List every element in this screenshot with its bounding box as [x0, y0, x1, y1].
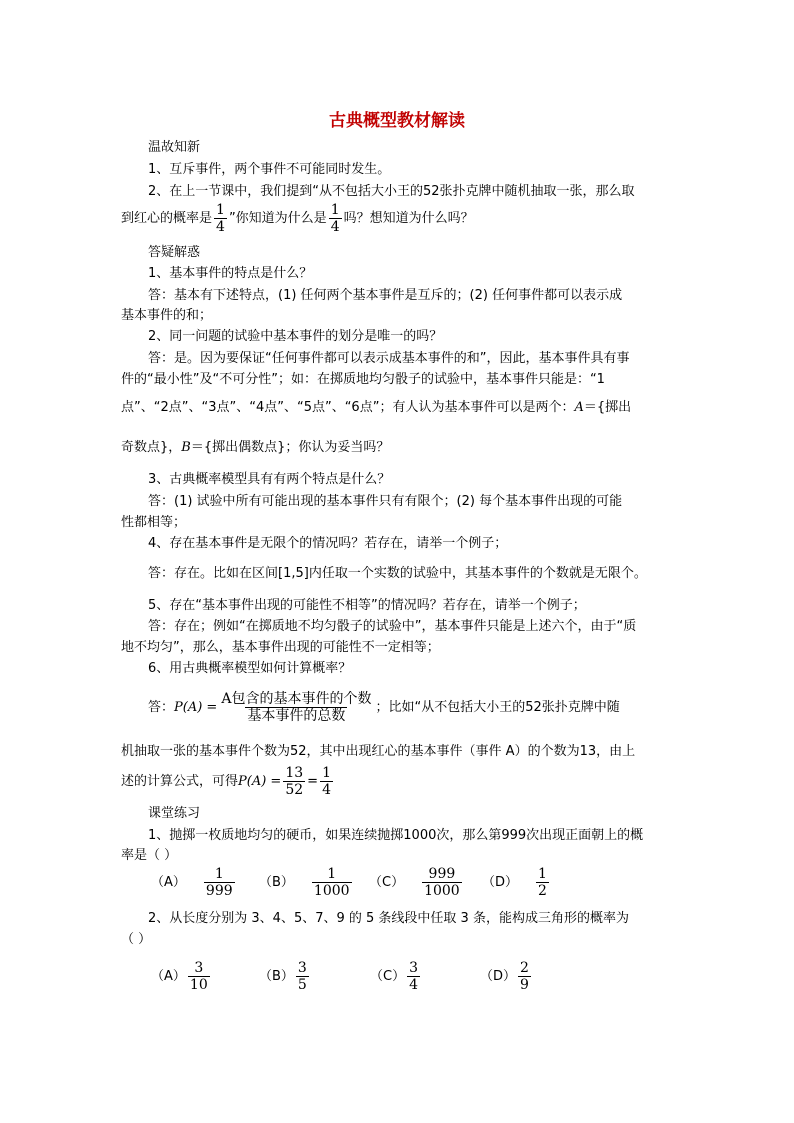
- option-label: （C）: [369, 875, 405, 890]
- text-segment: 答：: [148, 700, 175, 715]
- option-fraction: [312, 866, 352, 899]
- fraction-denominator: 4: [330, 219, 340, 235]
- question-2: 2、同一问题的试验中基本事件的划分是唯一的吗？: [148, 329, 443, 344]
- fraction-denominator: 4: [409, 977, 418, 993]
- fraction-denominator: 999: [205, 883, 233, 899]
- fraction-numerator: 1: [214, 866, 224, 882]
- fraction-denominator: 2: [538, 883, 547, 899]
- option-fraction: [204, 866, 235, 899]
- answer-2-line2: 件的“最小性”及“不可分性”；如：在掷质地均匀骰子的试验中，基本事件只能是：“1: [121, 372, 605, 387]
- answer-3-line2: 性都相等；: [121, 515, 187, 530]
- exercise-2-option-b: [259, 960, 311, 993]
- question-5: 5、存在“基本事件出现的可能性不相等”的情况吗？若存在，请举一个例子；: [148, 598, 586, 613]
- answer-2-line4: [121, 440, 389, 456]
- exercise-2-line1: 2、从长度分别为 3、4、5、7、9 的 5 条线段中任取 3 条，能构成三角形的概率为: [148, 911, 629, 926]
- fraction-denominator: 52: [285, 782, 304, 798]
- fraction-13-52: [283, 765, 305, 798]
- option-label: （B）: [259, 969, 294, 984]
- formula-lhs: P(A) =: [174, 700, 218, 715]
- fraction-numerator: 999: [428, 866, 456, 882]
- answer-6-line2: 机抽取一张的基本事件个数为52，其中出现红心的基本事件（事件 A）的个数为13，由上: [121, 744, 636, 759]
- exercise-2-line2: （ ）: [121, 932, 152, 947]
- text-segment: 点”、“2点”、“3点”、“4点”、“5点”、“6点”；有人认为基本事件可以是两个：: [121, 400, 575, 415]
- section-heading-practice: 课堂练习: [148, 806, 201, 821]
- answer-2-line3: [121, 400, 631, 416]
- question-3: 3、古典概率模型具有有两个特点是什么？: [148, 472, 391, 487]
- option-fraction: [536, 866, 549, 899]
- fraction-numerator: 2: [520, 960, 529, 976]
- probability-formula-fraction: [219, 691, 373, 724]
- fraction-numerator: 3: [194, 960, 204, 976]
- text-segment: 到红心的概率是: [121, 211, 213, 226]
- fraction-numerator: 1: [216, 202, 225, 218]
- section-heading-qa: 答疑解惑: [148, 245, 201, 260]
- fraction-denominator: 5: [297, 977, 307, 993]
- equals-sign: =: [307, 774, 319, 789]
- fraction-numerator: 13: [285, 765, 304, 781]
- answer-5-line1: 答：存在；例如“在掷质地不均匀骰子的试验中”，基本事件只能是上述六个，由于“质: [148, 619, 637, 634]
- math-symbol-b: B: [181, 440, 191, 455]
- answer-6-formula-line: [148, 690, 620, 726]
- fraction-denominator: 4: [322, 782, 331, 798]
- exercise-2-option-c: [370, 960, 422, 993]
- fraction-one-quarter: [329, 202, 342, 235]
- option-label: （D）: [480, 969, 517, 984]
- exercise-1-option-c: [369, 866, 464, 899]
- exercise-1-line1: 1、抛掷一枚质地均匀的硬币，如果连续抛掷1000次，那么第999次出现正面朝上的概: [148, 828, 644, 843]
- fraction-numerator: 3: [297, 960, 307, 976]
- option-label: （A）: [151, 875, 186, 890]
- fraction-denominator: 10: [189, 977, 208, 993]
- answer-6-line3: [121, 764, 335, 800]
- fraction-one-quarter: [214, 202, 227, 235]
- option-label: （C）: [370, 969, 406, 984]
- option-label: （D）: [482, 875, 519, 890]
- fraction-numerator: A包含的基本事件的个数: [221, 691, 372, 707]
- text-segment: ；比如“从不包括大小王的52张扑克牌中随: [375, 700, 620, 715]
- text-segment: ＝{掷出: [583, 400, 632, 415]
- fraction-numerator: 3: [409, 960, 418, 976]
- answer-4: 答：存在。比如在区间[1,5]内任取一个实数的试验中，其基本事件的个数就是无限个。: [148, 566, 647, 581]
- question-4: 4、存在基本事件是无限个的情况吗？若存在，请举一个例子；: [148, 536, 508, 551]
- text-segment: 吗？想知道为什么吗？: [343, 211, 474, 226]
- exercise-1-line2: 率是（ ）: [121, 848, 178, 863]
- fraction-denominator: 1000: [313, 883, 350, 899]
- text-segment: ＝{掷出偶数点}；你认为妥当吗？: [190, 440, 390, 455]
- text-segment: 奇数点}，: [121, 440, 182, 455]
- fraction-numerator: 1: [330, 202, 340, 218]
- text-segment: ”你知道为什么是: [228, 211, 327, 226]
- page-title: 古典概型教材解读: [329, 111, 465, 131]
- option-fraction: [188, 960, 210, 993]
- question-1: 1、基本事件的特点是什么？: [148, 266, 313, 281]
- review-item-2-line2: [121, 202, 474, 236]
- exercise-2-option-d: [480, 960, 533, 993]
- review-item-2-line1: 2、在上一节课中，我们提到“从不包括大小王的52张扑克牌中随机抽取一张，那么取: [148, 184, 635, 199]
- text-segment: 述的计算公式，可得: [121, 774, 239, 789]
- question-6: 6、用古典概率模型如何计算概率？: [148, 661, 352, 676]
- fraction-denominator: 基本事件的总数: [247, 708, 346, 724]
- formula-lhs: P(A) =: [238, 774, 282, 789]
- fraction-numerator: 1: [327, 866, 337, 882]
- option-label: （B）: [259, 875, 294, 890]
- answer-1-line1: 答：基本有下述特点，(1) 任何两个基本事件是互斥的；(2) 任何事件都可以表示成: [148, 288, 623, 303]
- option-fraction: [518, 960, 531, 993]
- review-item-1: 1、互斥事件，两个事件不可能同时发生。: [148, 162, 391, 177]
- section-heading-review: 温故知新: [148, 140, 201, 155]
- math-symbol-a: A: [574, 400, 584, 415]
- answer-5-line2: 地不均匀”，那么，基本事件出现的可能性不一定相等；: [121, 640, 440, 655]
- fraction-denominator: 1000: [424, 883, 460, 899]
- fraction-numerator: 1: [322, 765, 331, 781]
- option-label: （A）: [151, 969, 186, 984]
- option-fraction: [296, 960, 309, 993]
- option-fraction: [422, 866, 462, 899]
- exercise-1-option-b: [259, 866, 354, 899]
- answer-2-line1: 答：是。因为要保证“任何事件都可以表示成基本事件的和”，因此，基本事件具有事: [148, 351, 630, 366]
- answer-3-line1: 答：(1) 试验中所有可能出现的基本事件只有有限个；(2) 每个基本事件出现的可能: [148, 494, 623, 509]
- exercise-2-option-a: [151, 960, 212, 993]
- answer-1-line2: 基本事件的和；: [121, 308, 213, 323]
- exercise-1-option-d: [482, 866, 551, 899]
- exercise-1-option-a: [151, 866, 237, 899]
- fraction-1-4: [320, 765, 333, 798]
- option-fraction: [407, 960, 420, 993]
- fraction-denominator: 4: [216, 219, 225, 235]
- fraction-numerator: 1: [538, 866, 547, 882]
- fraction-denominator: 9: [520, 977, 529, 993]
